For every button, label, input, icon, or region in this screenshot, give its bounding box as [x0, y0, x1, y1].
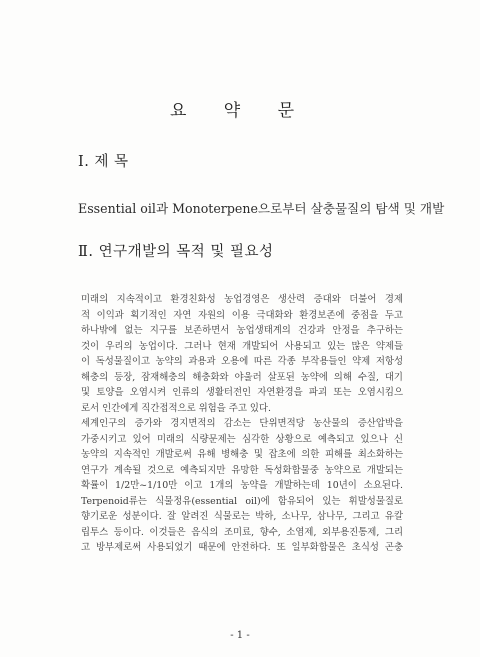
- body-line: 농약의 지속적인 개발로써 유해 병해충 및 잡초에 의한 피해를 최소화하는: [81, 449, 403, 460]
- body-line: 하나밖에 없는 지구를 보존하면서 농업생태계의 건강과 안정을 추구하는: [81, 325, 403, 336]
- body-line: 확률이 1/2만~1/10만 이고 1개의 농약을 개발하는데 10년이 소요된다.: [81, 480, 403, 491]
- body-line: 해충의 등장, 잠재해충의 해충화와 야울러 살포된 농약에 의해 수질, 대기: [81, 371, 403, 383]
- page-number: - 1 -: [230, 630, 250, 641]
- body-line: 미래의 지속적이고 환경친화성 농업경영은 생산력 증대와 더불어 경제: [81, 294, 403, 305]
- body-line: 가중시키고 있어 미래의 식량문제는 심각한 상황으로 예측되고 있으나 신: [81, 433, 403, 445]
- body-line: 것이 우리의 농업이다. 그러나 현재 개발되어 사용되고 있는 많은 약제들: [81, 340, 403, 352]
- document-title: 요 약 문: [169, 101, 311, 121]
- body-line: 및 토양을 오염시켜 인류의 생활터전인 자연환경을 파괴 또는 오염시킴으: [81, 387, 403, 398]
- body-line: 이 독성물질이고 농약의 과용과 오용에 따른 각종 부작용들인 약제 저항성: [81, 356, 403, 367]
- body-line: 연구가 계속될 것으로 예측되지만 유망한 독성화합물중 농약으로 개발되는: [81, 464, 403, 476]
- body-line: 향기로운 성분이다. 잘 알려진 식물로는 박하, 소나무, 삼나무, 그리고 유칼: [81, 511, 403, 522]
- body-line: 적 이익과 획기적인 자연 자원의 이용 극대화와 환경보존에 중점을 두고: [81, 309, 403, 321]
- body-line: 로서 인간에게 직간접적으로 위험을 주고 있다.: [81, 402, 271, 414]
- body-line: 고 방부제로써 사용되었기 때문에 안전하다. 또 일부화합물은 초식성 곤충: [81, 542, 403, 553]
- section-2-heading: Ⅱ. 연구개발의 목적 및 필요성: [78, 244, 274, 260]
- section-1-heading: Ⅰ. 제 목: [78, 154, 129, 170]
- body-line: Terpenoid류는 식물정유(essential oil)에 함유되어 있는 휘발성물질로: [81, 495, 403, 507]
- body-line: 세계인구의 증가와 경지면적의 감소는 단위면적당 농산물의 증산압박을: [81, 418, 403, 429]
- subject-line: Essential oil과 Monoterpene으로부터 살충물질의 탐색 및 개발: [78, 201, 445, 216]
- body-paragraphs: [81, 292, 403, 556]
- body-line: 립투스 등이다. 이것들은 음식의 조미료, 향수, 소염제, 외부용진통제, 그리: [81, 526, 403, 538]
